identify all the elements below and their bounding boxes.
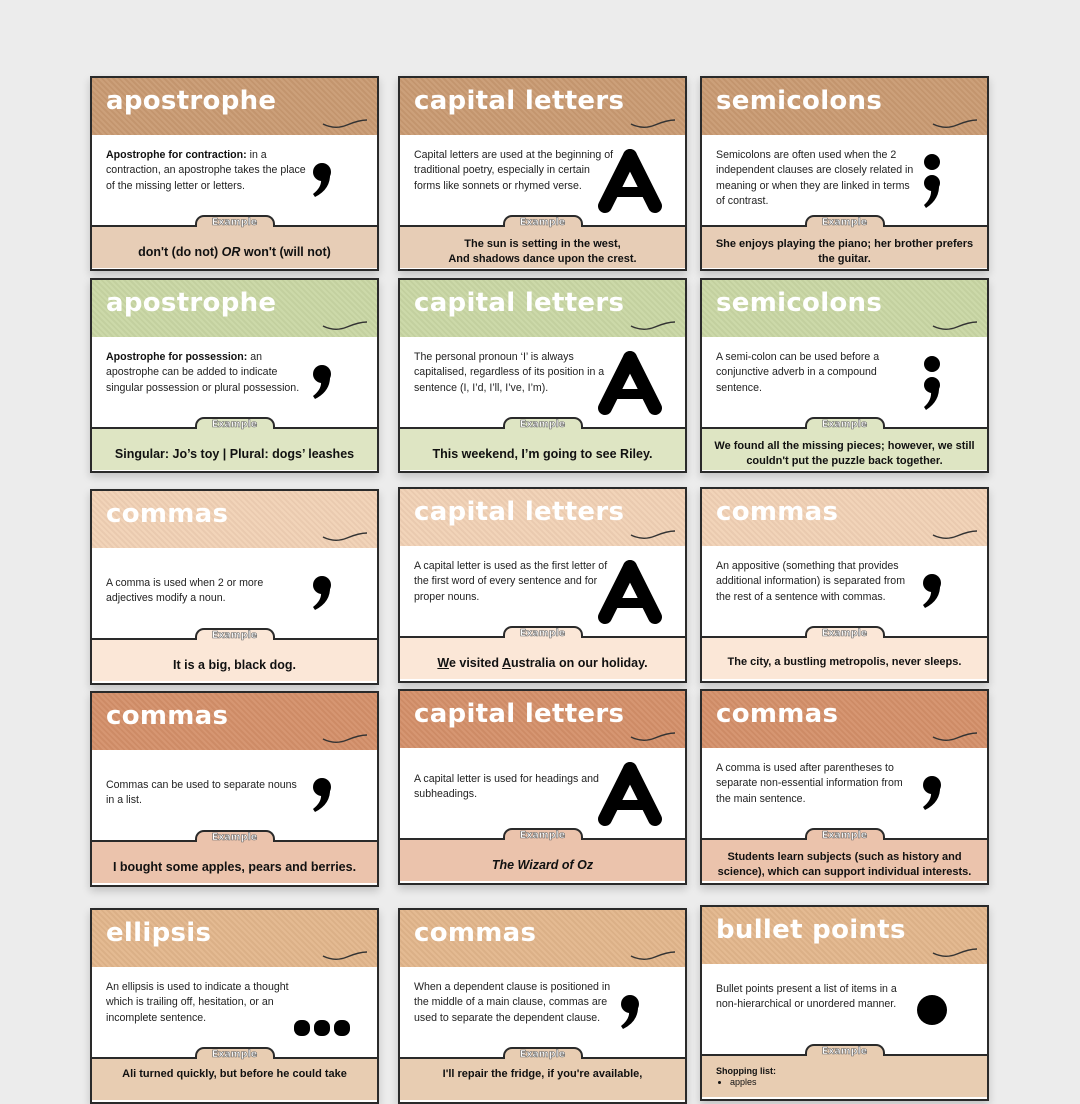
letter-a-icon [595,554,665,629]
card-description: The personal pronoun ‘I’ is always capitalised, regardless of its position in a sentence (I, I’d, I’ll, I’ve, I’m). [414,351,605,394]
card-example [92,217,377,268]
comma-icon [897,756,967,831]
card-example [702,1046,987,1097]
card-capital-letters-sentences [398,487,687,683]
card-capital-letters-pronoun [398,278,687,473]
example-tab-label: Example [821,217,868,228]
card-description: A capital letter is used as the first letter of the first word of every sentence and for proper nouns. [414,560,608,603]
example-text: She enjoys playing the piano; her brother prefers the guitar. [715,237,974,265]
card-example [400,217,685,268]
card-title: ellipsis [106,918,212,948]
example-tab-label: Example [211,832,258,843]
card-body [92,337,377,427]
card-description: Commas can be used to separate nouns in a list. [106,779,297,807]
card-body [92,548,377,638]
card-example [702,628,987,679]
card-example [92,832,377,883]
card-body [400,546,685,636]
example-tab-label: Example [519,830,566,841]
card-description: An ellipsis is used to indicate a thought which is trailing off, hesitation, or an incomplete sentence. [106,981,289,1024]
card-title: semicolons [716,288,883,318]
signature-wave-icon [321,531,369,543]
example-text: don't (do not) OR won't (will not) [138,244,331,259]
card-title: capital letters [414,86,625,116]
example-tab-label: Example [519,628,566,639]
card-title: capital letters [414,699,625,729]
letter-a-icon [595,756,665,831]
card-body [400,748,685,838]
example-tab-label: Example [211,217,258,228]
card-header [92,693,377,750]
letter-a-icon [595,143,665,218]
card-capital-letters-headings [398,689,687,885]
signature-wave-icon [931,320,979,332]
comma-icon [595,975,665,1050]
comma-icon [287,143,357,218]
example-tab-label: Example [211,1049,258,1060]
example-text: I'll repair the fridge, if you're available, [442,1068,643,1080]
example-text: I bought some apples, pears and berries. [112,859,357,874]
example-list-heading: Shopping list: [716,1066,776,1076]
card-header [702,691,987,748]
signature-wave-icon [629,118,677,130]
card-header [400,489,685,546]
bullet-icon [897,972,967,1047]
card-description: Bullet points present a list of items in a non-hierarchical or unordered manner. [716,983,897,1011]
card-bullet-points [700,905,989,1101]
signature-wave-icon [629,529,677,541]
card-commas-list [90,691,379,887]
card-description: A comma is used when 2 or more adjectives modify a noun. [106,577,264,605]
card-body [702,964,987,1054]
card-body [400,967,685,1057]
card-title: capital letters [414,288,625,318]
example-text: This weekend, I’m going to see Riley. [432,446,653,461]
letter-a-icon [595,345,665,420]
card-body [92,135,377,225]
card-description: An appositive (something that provides additional information) is separated from the rest of a sentence with commas. [716,560,906,603]
example-tab-label: Example [211,419,258,430]
card-title: semicolons [716,86,883,116]
card-title: commas [716,699,839,729]
signature-wave-icon [629,320,677,332]
example-tab-label: Example [519,1049,566,1060]
card-title: commas [414,918,537,948]
card-header [702,489,987,546]
example-text: We found all the missing pieces; however, we still couldn't put the puzzle back together. [714,439,975,467]
card-body [400,135,685,225]
card-body [92,750,377,840]
signature-wave-icon [629,731,677,743]
example-text: The city, a bustling metropolis, never sleeps. [727,656,962,668]
card-capital-letters-poetry [398,76,687,271]
card-body [702,337,987,427]
card-header [400,691,685,748]
card-title: commas [106,701,229,731]
card-example [92,1049,377,1100]
card-description: Apostrophe for possession: an apostrophe can be added to indicate singular possession or plural possession. [106,351,300,394]
signature-wave-icon [321,733,369,745]
comma-icon [287,758,357,833]
card-header [92,280,377,337]
card-title: bullet points [716,915,906,945]
card-description: Semicolons are often used when the 2 independent clauses are closely related in meaning or when they are linked in terms of contrast. [716,149,914,207]
card-title: commas [106,499,229,529]
card-example [400,1049,685,1100]
card-apostrophe-possession [90,278,379,473]
card-header [92,78,377,135]
card-commas-parentheses [700,689,989,885]
card-description: Apostrophe for contraction: in a contraction, an apostrophe takes the place of the missing letter or letters. [106,149,306,192]
card-header [92,910,377,967]
signature-wave-icon [931,947,979,959]
card-example [400,419,685,470]
card-header [702,78,987,135]
example-tab-label: Example [821,628,868,639]
card-description: A semi-colon can be used before a conjunctive adverb in a compound sentence. [716,351,880,394]
card-description: When a dependent clause is positioned in the middle of a main clause, commas are used to separate the dependent clause. [414,981,611,1024]
card-header [92,491,377,548]
card-semicolons-clauses [700,76,989,271]
example-text: It is a big, black dog. [173,657,296,672]
example-text: The Wizard of Oz [491,857,594,872]
signature-wave-icon [931,529,979,541]
card-semicolons-adverb [700,278,989,473]
card-example [702,419,987,470]
signature-wave-icon [321,320,369,332]
card-example [92,630,377,681]
card-body [702,546,987,636]
example-tab-label: Example [519,217,566,228]
card-header [400,280,685,337]
example-tab-label: Example [821,419,868,430]
card-commas-appositive [700,487,989,683]
card-example [92,419,377,470]
card-ellipsis [90,908,379,1104]
semicolon-icon [897,143,967,218]
card-description: Capital letters are used at the beginning of traditional poetry, especially in certain forms like sonnets or rhymed verse. [414,149,614,192]
comma-icon [897,554,967,629]
card-example [702,830,987,881]
card-commas-adjectives [90,489,379,685]
example-list [716,1064,981,1088]
card-title: commas [716,497,839,527]
card-header [400,910,685,967]
example-tab-label: Example [519,419,566,430]
card-header [400,78,685,135]
card-header [702,907,987,964]
card-example [400,830,685,881]
card-description: A comma is used after parentheses to separate non-essential information from the main sentence. [716,762,903,805]
card-title: capital letters [414,497,625,527]
example-text: Students learn subjects (such as history and science), which can support individual interests. [717,850,972,878]
example-text: The sun is setting in the west, And shadows dance upon the crest. [448,237,637,265]
example-tab-label: Example [211,630,258,641]
card-body [92,967,377,1057]
comma-icon [287,345,357,420]
card-body [400,337,685,427]
ellipsis-icon [287,975,357,1050]
signature-wave-icon [321,950,369,962]
example-list-item: • apples [730,1077,981,1088]
card-example [400,628,685,679]
example-text: Singular: Jo’s toy | Plural: dogs’ leashes [114,446,355,461]
card-example [702,217,987,268]
example-text: Ali turned quickly, but before he could take [122,1068,347,1080]
example-tab-label: Example [821,1046,868,1057]
comma-icon [287,556,357,631]
example-tab-label: Example [821,830,868,841]
card-header [702,280,987,337]
card-title: apostrophe [106,288,277,318]
signature-wave-icon [931,118,979,130]
card-body [702,135,987,225]
signature-wave-icon [321,118,369,130]
example-text: We visited Australia on our holiday. [437,655,648,670]
signature-wave-icon [629,950,677,962]
card-body [702,748,987,838]
semicolon-icon [897,345,967,420]
signature-wave-icon [931,731,979,743]
card-description: A capital letter is used for headings and subheadings. [414,773,599,801]
card-apostrophe-contraction [90,76,379,271]
card-commas-dependent-clause [398,908,687,1104]
card-title: apostrophe [106,86,277,116]
